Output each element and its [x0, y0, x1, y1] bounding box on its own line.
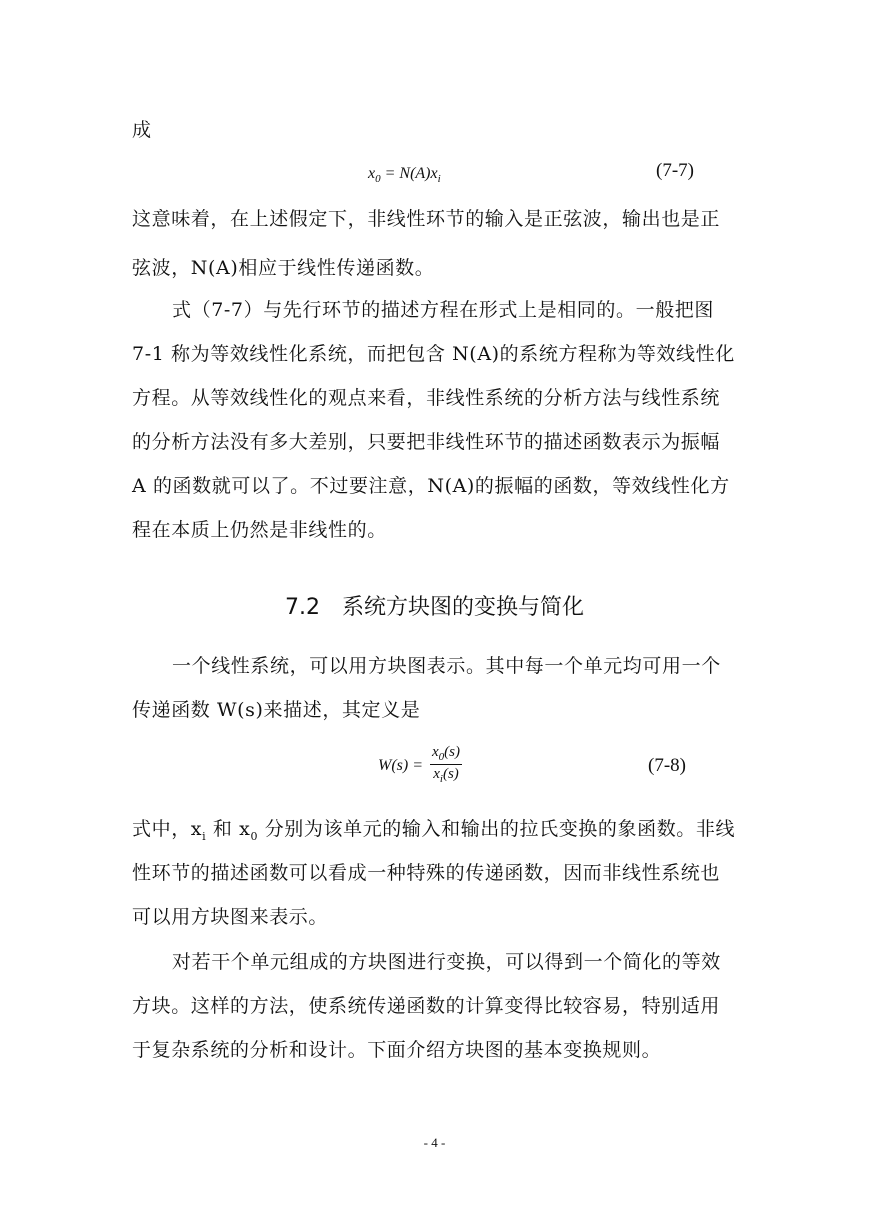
equation-7-8-lhs: W(s) =: [378, 757, 424, 774]
eq-subscript: i: [439, 773, 443, 785]
eq-symbol: = N(A)x: [380, 165, 438, 182]
eq-symbol: x: [433, 766, 440, 782]
page-number: - 4 -: [423, 1135, 446, 1150]
section-heading: 7.2 系统方块图的变换与简化: [285, 595, 584, 620]
text-line: 传递函数 W(s)来描述，其定义是: [132, 699, 421, 721]
fraction-numerator: [430, 744, 462, 765]
text-line: A 的函数就可以了。不过要注意，N(A)的振幅的函数，等效线性化方: [132, 475, 730, 497]
text-line: 程在本质上仍然是非线性的。: [132, 519, 387, 541]
eq-subscript: 0: [375, 173, 381, 186]
text-line: 这意味着，在上述假定下，非线性环节的输入是正弦波，输出也是正: [132, 208, 721, 230]
equation-7-8-fraction: [430, 744, 462, 785]
text-line: [132, 815, 738, 851]
eq-symbol: (s): [444, 744, 460, 760]
text-line: 可以用方块图来表示。: [132, 906, 329, 928]
text-line: 性环节的描述函数可以看成一种特殊的传递函数，因而非线性系统也: [132, 862, 721, 884]
eq-subscript: 0: [438, 751, 445, 763]
text-line: 方块。这样的方法，使系统传递函数的计算变得比较容易，特别适用: [132, 995, 721, 1017]
text-line: 式（7-7）与先行环节的描述方程在形式上是相同的。一般把图: [172, 299, 714, 321]
text-line: 7-1 称为等效线性化系统，而把包含 N(A)的系统方程称为等效线性化: [132, 343, 735, 365]
text-line: 成: [132, 119, 152, 141]
text-span: 和 x: [206, 818, 251, 840]
text-line: 的分析方法没有多大差别，只要把非线性环节的描述函数表示为振幅: [132, 431, 721, 453]
text-subscript: i: [202, 829, 207, 843]
text-line: 一个线性系统，可以用方块图表示。其中每一个单元均可用一个: [172, 655, 721, 677]
eq-symbol: (s): [442, 766, 459, 782]
fraction-denominator: [430, 765, 462, 785]
eq-subscript: i: [437, 173, 441, 186]
text-subscript: 0: [250, 829, 259, 843]
eq-symbol: x: [432, 744, 439, 760]
text-line: 弦波，N(A)相应于线性传递函数。: [132, 257, 435, 279]
text-line: 于复杂系统的分析和设计。下面介绍方块图的基本变换规则。: [132, 1039, 662, 1061]
eq-symbol: x: [368, 165, 376, 182]
text-line: 对若干个单元组成的方块图进行变换，可以得到一个简化的等效: [172, 951, 721, 973]
equation-number: (7-8): [648, 755, 686, 776]
text-span: 分别为该单元的输入和输出的拉氏变换的象函数。非线: [258, 818, 736, 840]
equation-number: (7-7): [656, 160, 694, 181]
equation-7-7: [368, 165, 441, 185]
text-span: 式中，x: [132, 818, 203, 840]
text-line: 方程。从等效线性化的观点来看，非线性系统的分析方法与线性系统: [132, 387, 721, 409]
